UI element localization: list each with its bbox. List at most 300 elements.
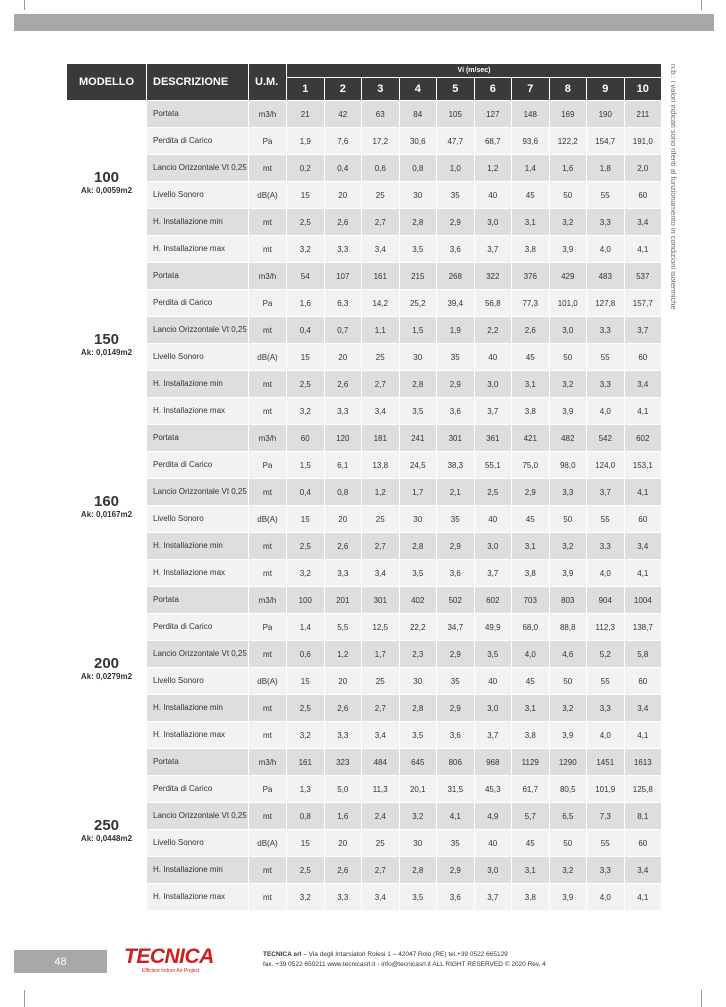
- value-cell: 4,0: [587, 398, 625, 425]
- value-cell: 1,6: [549, 155, 587, 182]
- value-cell: 14,2: [362, 290, 400, 317]
- description-cell: H. Installazione max: [147, 560, 249, 587]
- value-cell: 4,0: [512, 641, 550, 668]
- description-cell: Portata: [147, 587, 249, 614]
- value-cell: 1,7: [362, 641, 400, 668]
- company-contact: fax. +39 0522 650211 www.tecnicasrl.it - info@tecnicasrl.it ALL RIGHT RESERVED © 2020 Rev. 4: [263, 961, 546, 968]
- value-cell: 161: [362, 263, 400, 290]
- value-cell: 30: [399, 344, 437, 371]
- value-cell: 4,6: [549, 641, 587, 668]
- value-cell: 2,6: [324, 209, 362, 236]
- side-note: n.b.: i valori indicati sono riferiti al funzionamento in condizioni isotermiche: [669, 64, 678, 310]
- value-cell: 2,9: [437, 533, 475, 560]
- unit-cell: Pa: [249, 452, 287, 479]
- value-cell: 3,0: [474, 371, 512, 398]
- value-cell: 0,7: [324, 317, 362, 344]
- value-cell: 127: [474, 101, 512, 128]
- value-cell: 31,5: [437, 776, 475, 803]
- model-name: 200: [93, 654, 120, 672]
- value-cell: 55: [587, 668, 625, 695]
- value-cell: 30,6: [399, 128, 437, 155]
- value-cell: 2,5: [287, 695, 325, 722]
- value-cell: 2,6: [324, 371, 362, 398]
- value-cell: 241: [399, 425, 437, 452]
- performance-table-wrapper: [66, 63, 661, 911]
- value-cell: 2,9: [437, 857, 475, 884]
- unit-cell: mt: [249, 371, 287, 398]
- value-cell: 2,8: [399, 695, 437, 722]
- value-cell: 5,0: [324, 776, 362, 803]
- value-cell: 0,4: [287, 479, 325, 506]
- value-cell: 100: [287, 587, 325, 614]
- model-cell: [67, 425, 147, 587]
- value-cell: 3,1: [512, 371, 550, 398]
- value-cell: 3,5: [474, 641, 512, 668]
- unit-cell: mt: [249, 479, 287, 506]
- value-cell: 3,7: [474, 560, 512, 587]
- crop-mark: [24, 0, 25, 10]
- unit-cell: Pa: [249, 290, 287, 317]
- value-cell: 1,4: [512, 155, 550, 182]
- value-cell: 1,9: [437, 317, 475, 344]
- value-cell: 482: [549, 425, 587, 452]
- value-cell: 484: [362, 749, 400, 776]
- unit-cell: mt: [249, 533, 287, 560]
- description-cell: H. Installazione min: [147, 371, 249, 398]
- table-row: [67, 533, 662, 560]
- value-cell: 15: [287, 830, 325, 857]
- value-cell: 3,5: [399, 722, 437, 749]
- description-cell: H. Installazione max: [147, 722, 249, 749]
- value-cell: 542: [587, 425, 625, 452]
- value-cell: 968: [474, 749, 512, 776]
- value-cell: 4,0: [587, 884, 625, 911]
- value-cell: 40: [474, 668, 512, 695]
- value-cell: 3,7: [474, 398, 512, 425]
- header-velocity-6: 6: [474, 78, 512, 101]
- value-cell: 429: [549, 263, 587, 290]
- value-cell: 50: [549, 344, 587, 371]
- value-cell: 24,5: [399, 452, 437, 479]
- value-cell: 1004: [624, 587, 662, 614]
- value-cell: 3,3: [587, 695, 625, 722]
- value-cell: 20: [324, 830, 362, 857]
- value-cell: 1,8: [587, 155, 625, 182]
- value-cell: 3,6: [437, 398, 475, 425]
- header-velocity-9: 9: [587, 78, 625, 101]
- table-row: [67, 803, 662, 830]
- model-name: 160: [93, 492, 120, 510]
- value-cell: 215: [399, 263, 437, 290]
- value-cell: 361: [474, 425, 512, 452]
- value-cell: 1,2: [324, 641, 362, 668]
- table-row: [67, 641, 662, 668]
- description-cell: H. Installazione max: [147, 398, 249, 425]
- model-name: 150: [93, 330, 120, 348]
- value-cell: 1,3: [287, 776, 325, 803]
- description-cell: Portata: [147, 263, 249, 290]
- value-cell: 3,4: [362, 560, 400, 587]
- value-cell: 6,5: [549, 803, 587, 830]
- value-cell: 3,2: [549, 371, 587, 398]
- table-row: [67, 749, 662, 776]
- value-cell: 3,8: [512, 884, 550, 911]
- unit-cell: mt: [249, 236, 287, 263]
- value-cell: 2,8: [399, 371, 437, 398]
- description-cell: Perdita di Carico: [147, 776, 249, 803]
- value-cell: 98,0: [549, 452, 587, 479]
- value-cell: 4,1: [624, 398, 662, 425]
- value-cell: 20: [324, 344, 362, 371]
- description-cell: Portata: [147, 101, 249, 128]
- description-cell: Livello Sonoro: [147, 182, 249, 209]
- value-cell: 4,1: [624, 560, 662, 587]
- value-cell: 4,0: [587, 722, 625, 749]
- table-row: [67, 128, 662, 155]
- value-cell: 15: [287, 506, 325, 533]
- model-ak: Ak: 0,0059m2: [80, 185, 133, 195]
- value-cell: 904: [587, 587, 625, 614]
- table-row: [67, 479, 662, 506]
- value-cell: 3,2: [549, 695, 587, 722]
- value-cell: 124,0: [587, 452, 625, 479]
- value-cell: 35: [437, 668, 475, 695]
- value-cell: 25: [362, 506, 400, 533]
- value-cell: 3,0: [474, 209, 512, 236]
- value-cell: 3,3: [587, 857, 625, 884]
- value-cell: 2,5: [287, 533, 325, 560]
- value-cell: 0,4: [287, 317, 325, 344]
- value-cell: 3,9: [549, 398, 587, 425]
- value-cell: 3,1: [512, 533, 550, 560]
- value-cell: 68,7: [474, 128, 512, 155]
- value-cell: 322: [474, 263, 512, 290]
- value-cell: 2,9: [437, 695, 475, 722]
- value-cell: 153,1: [624, 452, 662, 479]
- description-cell: Portata: [147, 425, 249, 452]
- value-cell: 35: [437, 506, 475, 533]
- value-cell: 17,2: [362, 128, 400, 155]
- value-cell: 0,8: [324, 479, 362, 506]
- value-cell: 181: [362, 425, 400, 452]
- value-cell: 2,0: [624, 155, 662, 182]
- value-cell: 2,1: [437, 479, 475, 506]
- value-cell: 40: [474, 344, 512, 371]
- value-cell: 1,5: [399, 317, 437, 344]
- description-cell: H. Installazione max: [147, 236, 249, 263]
- model-ak: Ak: 0,0448m2: [80, 833, 133, 843]
- performance-table: [66, 63, 662, 911]
- value-cell: 15: [287, 344, 325, 371]
- unit-cell: mt: [249, 155, 287, 182]
- value-cell: 93,6: [512, 128, 550, 155]
- value-cell: 1290: [549, 749, 587, 776]
- value-cell: 3,3: [587, 533, 625, 560]
- value-cell: 3,4: [624, 533, 662, 560]
- unit-cell: dB(A): [249, 668, 287, 695]
- unit-cell: mt: [249, 722, 287, 749]
- value-cell: 191,0: [624, 128, 662, 155]
- value-cell: 602: [624, 425, 662, 452]
- value-cell: 13,8: [362, 452, 400, 479]
- value-cell: 1451: [587, 749, 625, 776]
- value-cell: 3,6: [437, 236, 475, 263]
- value-cell: 3,5: [399, 398, 437, 425]
- table-row: [67, 776, 662, 803]
- table-row: [67, 398, 662, 425]
- value-cell: 50: [549, 830, 587, 857]
- company-address: [263, 950, 546, 960]
- value-cell: 88,8: [549, 614, 587, 641]
- value-cell: 2,9: [437, 641, 475, 668]
- value-cell: 40: [474, 830, 512, 857]
- crop-mark: [24, 990, 25, 1007]
- value-cell: 3,8: [512, 236, 550, 263]
- value-cell: 15: [287, 668, 325, 695]
- value-cell: 421: [512, 425, 550, 452]
- value-cell: 12,5: [362, 614, 400, 641]
- value-cell: 3,8: [512, 722, 550, 749]
- value-cell: 20,1: [399, 776, 437, 803]
- value-cell: 0,6: [287, 641, 325, 668]
- unit-cell: mt: [249, 560, 287, 587]
- description-cell: Livello Sonoro: [147, 344, 249, 371]
- value-cell: 45: [512, 668, 550, 695]
- value-cell: 3,4: [624, 209, 662, 236]
- table-row: [67, 101, 662, 128]
- description-cell: H. Installazione min: [147, 695, 249, 722]
- crop-mark: [701, 0, 702, 10]
- value-cell: 3,4: [362, 398, 400, 425]
- model-ak: Ak: 0,0149m2: [80, 347, 133, 357]
- value-cell: 55: [587, 830, 625, 857]
- value-cell: 3,3: [324, 560, 362, 587]
- description-cell: Perdita di Carico: [147, 614, 249, 641]
- value-cell: 3,6: [437, 722, 475, 749]
- value-cell: 376: [512, 263, 550, 290]
- value-cell: 3,2: [287, 398, 325, 425]
- value-cell: 3,3: [549, 479, 587, 506]
- value-cell: 3,3: [587, 317, 625, 344]
- unit-cell: mt: [249, 209, 287, 236]
- value-cell: 3,7: [587, 479, 625, 506]
- value-cell: 190: [587, 101, 625, 128]
- value-cell: 0,8: [287, 803, 325, 830]
- table-row: [67, 668, 662, 695]
- header-vi-title: Vi (m/sec): [287, 64, 662, 78]
- value-cell: 154,7: [587, 128, 625, 155]
- value-cell: 25: [362, 344, 400, 371]
- value-cell: 21: [287, 101, 325, 128]
- unit-cell: mt: [249, 857, 287, 884]
- page-number: 48: [14, 950, 107, 973]
- description-cell: Lancio Orizzontale Vt 0,25: [147, 641, 249, 668]
- table-row: [67, 884, 662, 911]
- value-cell: 2,7: [362, 371, 400, 398]
- value-cell: 5,8: [624, 641, 662, 668]
- header-velocity-10: 10: [624, 78, 662, 101]
- table-row: [67, 371, 662, 398]
- value-cell: 3,9: [549, 236, 587, 263]
- value-cell: 2,9: [437, 209, 475, 236]
- description-cell: Lancio Orizzontale Vt 0,25: [147, 803, 249, 830]
- value-cell: 2,5: [474, 479, 512, 506]
- value-cell: 3,1: [512, 695, 550, 722]
- value-cell: 3,7: [474, 236, 512, 263]
- value-cell: 7,6: [324, 128, 362, 155]
- unit-cell: Pa: [249, 128, 287, 155]
- value-cell: 60: [624, 344, 662, 371]
- value-cell: 3,9: [549, 722, 587, 749]
- model-cell: [67, 263, 147, 425]
- value-cell: 122,2: [549, 128, 587, 155]
- value-cell: 1,7: [399, 479, 437, 506]
- value-cell: 2,5: [287, 209, 325, 236]
- unit-cell: m3/h: [249, 587, 287, 614]
- value-cell: 1,2: [362, 479, 400, 506]
- value-cell: 11,3: [362, 776, 400, 803]
- value-cell: 127,8: [587, 290, 625, 317]
- value-cell: 8,1: [624, 803, 662, 830]
- value-cell: 3,0: [474, 533, 512, 560]
- company-info: [263, 950, 546, 970]
- value-cell: 45: [512, 182, 550, 209]
- value-cell: 2,7: [362, 695, 400, 722]
- value-cell: 42: [324, 101, 362, 128]
- value-cell: 56,8: [474, 290, 512, 317]
- value-cell: 50: [549, 668, 587, 695]
- value-cell: 3,3: [324, 722, 362, 749]
- value-cell: 77,3: [512, 290, 550, 317]
- value-cell: 3,9: [549, 560, 587, 587]
- value-cell: 3,7: [624, 317, 662, 344]
- value-cell: 1,1: [362, 317, 400, 344]
- address-line: – Via degli Intarsiatori Rolesi 1 – 42047 Rolo (RE) tel.+39 0522 665129: [301, 951, 508, 958]
- value-cell: 161: [287, 749, 325, 776]
- value-cell: 2,6: [324, 533, 362, 560]
- description-cell: H. Installazione min: [147, 857, 249, 884]
- description-cell: H. Installazione max: [147, 884, 249, 911]
- value-cell: 38,3: [437, 452, 475, 479]
- value-cell: 4,1: [624, 236, 662, 263]
- unit-cell: mt: [249, 317, 287, 344]
- value-cell: 3,5: [399, 236, 437, 263]
- model-cell: [67, 101, 147, 263]
- logo-tagline: Efficient Indoor Air Project: [142, 968, 200, 974]
- value-cell: 2,9: [437, 371, 475, 398]
- value-cell: 3,7: [474, 722, 512, 749]
- value-cell: 3,5: [399, 884, 437, 911]
- description-cell: Livello Sonoro: [147, 668, 249, 695]
- table-row: [67, 290, 662, 317]
- value-cell: 34,7: [437, 614, 475, 641]
- value-cell: 3,7: [474, 884, 512, 911]
- value-cell: 39,4: [437, 290, 475, 317]
- unit-cell: dB(A): [249, 182, 287, 209]
- model-cell: [67, 749, 147, 911]
- header-velocity-4: 4: [399, 78, 437, 101]
- value-cell: 1,6: [287, 290, 325, 317]
- value-cell: 112,3: [587, 614, 625, 641]
- unit-cell: dB(A): [249, 344, 287, 371]
- value-cell: 2,5: [287, 857, 325, 884]
- value-cell: 40: [474, 506, 512, 533]
- value-cell: 20: [324, 182, 362, 209]
- table-row: [67, 722, 662, 749]
- value-cell: 1,4: [287, 614, 325, 641]
- table-row: [67, 857, 662, 884]
- value-cell: 1,2: [474, 155, 512, 182]
- value-cell: 101,9: [587, 776, 625, 803]
- model-name: 250: [93, 816, 120, 834]
- value-cell: 3,2: [287, 236, 325, 263]
- value-cell: 60: [624, 830, 662, 857]
- value-cell: 138,7: [624, 614, 662, 641]
- value-cell: 80,5: [549, 776, 587, 803]
- value-cell: 2,8: [399, 857, 437, 884]
- value-cell: 6,3: [324, 290, 362, 317]
- header-velocity-3: 3: [362, 78, 400, 101]
- model-cell: [67, 587, 147, 749]
- table-row: [67, 587, 662, 614]
- value-cell: 4,1: [624, 722, 662, 749]
- value-cell: 2,6: [512, 317, 550, 344]
- description-cell: Perdita di Carico: [147, 452, 249, 479]
- value-cell: 3,4: [624, 857, 662, 884]
- value-cell: 3,2: [287, 560, 325, 587]
- table-row: [67, 614, 662, 641]
- value-cell: 537: [624, 263, 662, 290]
- value-cell: 3,8: [512, 560, 550, 587]
- value-cell: 402: [399, 587, 437, 614]
- table-row: [67, 506, 662, 533]
- value-cell: 60: [624, 506, 662, 533]
- unit-cell: dB(A): [249, 830, 287, 857]
- value-cell: 4,0: [587, 560, 625, 587]
- value-cell: 105: [437, 101, 475, 128]
- table-row: [67, 695, 662, 722]
- value-cell: 301: [437, 425, 475, 452]
- value-cell: 30: [399, 668, 437, 695]
- header-velocity-5: 5: [437, 78, 475, 101]
- value-cell: 60: [287, 425, 325, 452]
- value-cell: 3,4: [624, 371, 662, 398]
- tecnica-logo: [124, 946, 234, 978]
- value-cell: 3,5: [399, 560, 437, 587]
- model-ak: Ak: 0,0279m2: [80, 671, 133, 681]
- table-row: [67, 317, 662, 344]
- value-cell: 703: [512, 587, 550, 614]
- table-row: [67, 236, 662, 263]
- value-cell: 55: [587, 182, 625, 209]
- value-cell: 2,3: [399, 641, 437, 668]
- description-cell: H. Installazione min: [147, 209, 249, 236]
- value-cell: 40: [474, 182, 512, 209]
- value-cell: 55: [587, 506, 625, 533]
- value-cell: 0,4: [324, 155, 362, 182]
- unit-cell: Pa: [249, 776, 287, 803]
- value-cell: 25: [362, 668, 400, 695]
- value-cell: 107: [324, 263, 362, 290]
- value-cell: 25,2: [399, 290, 437, 317]
- table-row: [67, 560, 662, 587]
- unit-cell: mt: [249, 884, 287, 911]
- value-cell: 211: [624, 101, 662, 128]
- value-cell: 3,2: [549, 857, 587, 884]
- value-cell: 45,3: [474, 776, 512, 803]
- header-um: U.M.: [249, 64, 287, 101]
- value-cell: 4,0: [587, 236, 625, 263]
